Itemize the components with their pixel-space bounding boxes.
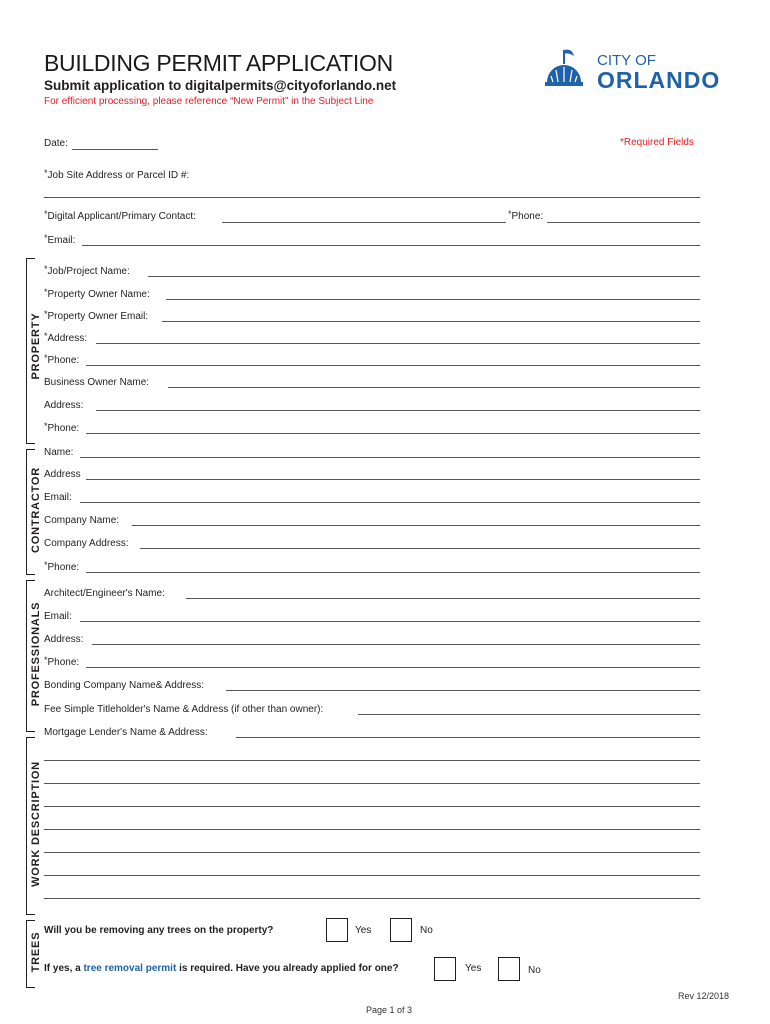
bonding-company-label: Bonding Company Name& Address: [44, 680, 205, 691]
required-fields-note: *Required Fields [620, 137, 694, 148]
work-description-line[interactable] [44, 806, 700, 807]
work-description-line[interactable] [44, 783, 700, 784]
professionals-section-label: PROFESSIONALS [30, 599, 42, 710]
trees-section-bracket [16, 920, 44, 988]
date-line[interactable] [72, 149, 158, 150]
architect-phone-label: *Phone: [44, 655, 80, 668]
trees-yes-checkbox[interactable] [326, 918, 348, 942]
applicant-phone-line[interactable] [547, 222, 700, 223]
tree-removal-permit-link[interactable]: tree removal permit [83, 963, 177, 974]
contractor-email-line[interactable] [80, 502, 700, 503]
architect-name-label: Architect/Engineer's Name: [44, 588, 165, 599]
svg-text:ORLANDO: ORLANDO [597, 67, 721, 93]
property-owner-name-line[interactable] [166, 299, 700, 300]
business-owner-phone-line[interactable] [86, 433, 700, 434]
mortgage-lender-label: Mortgage Lender's Name & Address: [44, 727, 208, 738]
applicant-label: *Digital Applicant/Primary Contact: [44, 209, 196, 222]
orlando-dome-icon [543, 48, 728, 94]
contractor-name-line[interactable] [80, 457, 700, 458]
work-description-line[interactable] [44, 898, 700, 899]
page-number: Page 1 of 3 [366, 1005, 413, 1015]
property-owner-email-line[interactable] [162, 321, 700, 322]
trees-no-checkbox[interactable] [390, 918, 412, 942]
work-description-line[interactable] [44, 875, 700, 876]
work-description-section-bracket [16, 737, 44, 915]
fee-simple-label: Fee Simple Titleholder's Name & Address (if other than owner): [44, 704, 324, 715]
company-name-label: Company Name: [44, 515, 120, 526]
work-description-line[interactable] [44, 829, 700, 830]
city-of-orlando-logo [543, 48, 728, 94]
property-owner-email-label: *Property Owner Email: [44, 309, 149, 322]
applicant-line[interactable] [222, 222, 506, 223]
business-owner-phone-label: *Phone: [44, 421, 80, 434]
property-section-label: PROPERTY [30, 310, 42, 383]
property-phone-line[interactable] [86, 365, 700, 366]
professionals-section-bracket [16, 580, 44, 732]
revision-date: Rev 12/2018 [678, 991, 730, 1001]
contractor-address-label: Address [44, 469, 81, 480]
architect-address-label: Address: [44, 634, 84, 645]
permit-no-checkbox[interactable] [498, 957, 520, 981]
permit-yes-label: Yes [465, 963, 482, 974]
work-description-section-label: WORK DESCRIPTION [30, 758, 42, 890]
permit-no-label: No [528, 965, 541, 976]
business-owner-name-label: Business Owner Name: [44, 377, 150, 388]
company-address-label: Company Address: [44, 538, 129, 549]
svg-text:CITY OF: CITY OF [597, 52, 656, 69]
job-site-line[interactable] [44, 197, 700, 198]
permit-yes-checkbox[interactable] [434, 957, 456, 981]
architect-email-line[interactable] [80, 621, 700, 622]
tree-removal-question: Will you be removing any trees on the property? [44, 925, 274, 936]
email-label: *Email: [44, 233, 76, 246]
form-title: BUILDING PERMIT APPLICATION [44, 50, 393, 76]
contractor-section-bracket [16, 449, 44, 575]
architect-address-line[interactable] [92, 644, 700, 645]
submission-instruction: Submit application to digitalpermits@cityoforlando.net [44, 78, 397, 93]
property-section-bracket [16, 258, 44, 444]
mortgage-lender-line[interactable] [236, 737, 700, 738]
architect-phone-line[interactable] [86, 667, 700, 668]
subject-line-note: For efficient processing, please reference “New Permit” in the Subject Line [44, 96, 374, 107]
property-address-label: *Address: [44, 331, 87, 344]
date-label: Date: [44, 138, 68, 149]
contractor-name-label: Name: [44, 447, 74, 458]
job-project-name-line[interactable] [148, 276, 700, 277]
business-owner-name-line[interactable] [168, 387, 700, 388]
work-description-line[interactable] [44, 760, 700, 761]
company-address-line[interactable] [140, 548, 700, 549]
tree-permit-question: If yes, a tree removal permit is required. Have you already applied for one? [44, 963, 399, 974]
trees-no-label: No [420, 925, 433, 936]
business-owner-address-label: Address: [44, 400, 84, 411]
contractor-email-label: Email: [44, 492, 72, 503]
contractor-phone-line[interactable] [86, 572, 700, 573]
trees-yes-label: Yes [355, 925, 372, 936]
contractor-phone-label: *Phone: [44, 560, 80, 573]
property-phone-label: *Phone: [44, 353, 80, 366]
property-address-line[interactable] [96, 343, 700, 344]
applicant-phone-label: *Phone: [508, 209, 544, 222]
architect-email-label: Email: [44, 611, 72, 622]
email-line[interactable] [82, 245, 700, 246]
contractor-address-line[interactable] [86, 479, 700, 480]
business-owner-address-line[interactable] [96, 410, 700, 411]
work-description-line[interactable] [44, 852, 700, 853]
fee-simple-line[interactable] [358, 714, 700, 715]
architect-name-line[interactable] [186, 598, 700, 599]
trees-section-label: TREES [30, 929, 42, 976]
job-site-label: *Job Site Address or Parcel ID #: [44, 168, 190, 181]
company-name-line[interactable] [132, 525, 700, 526]
contractor-section-label: CONTRACTOR [30, 464, 42, 556]
property-owner-name-label: *Property Owner Name: [44, 287, 150, 300]
job-project-name-label: *Job/Project Name: [44, 264, 130, 277]
bonding-company-line[interactable] [226, 690, 700, 691]
